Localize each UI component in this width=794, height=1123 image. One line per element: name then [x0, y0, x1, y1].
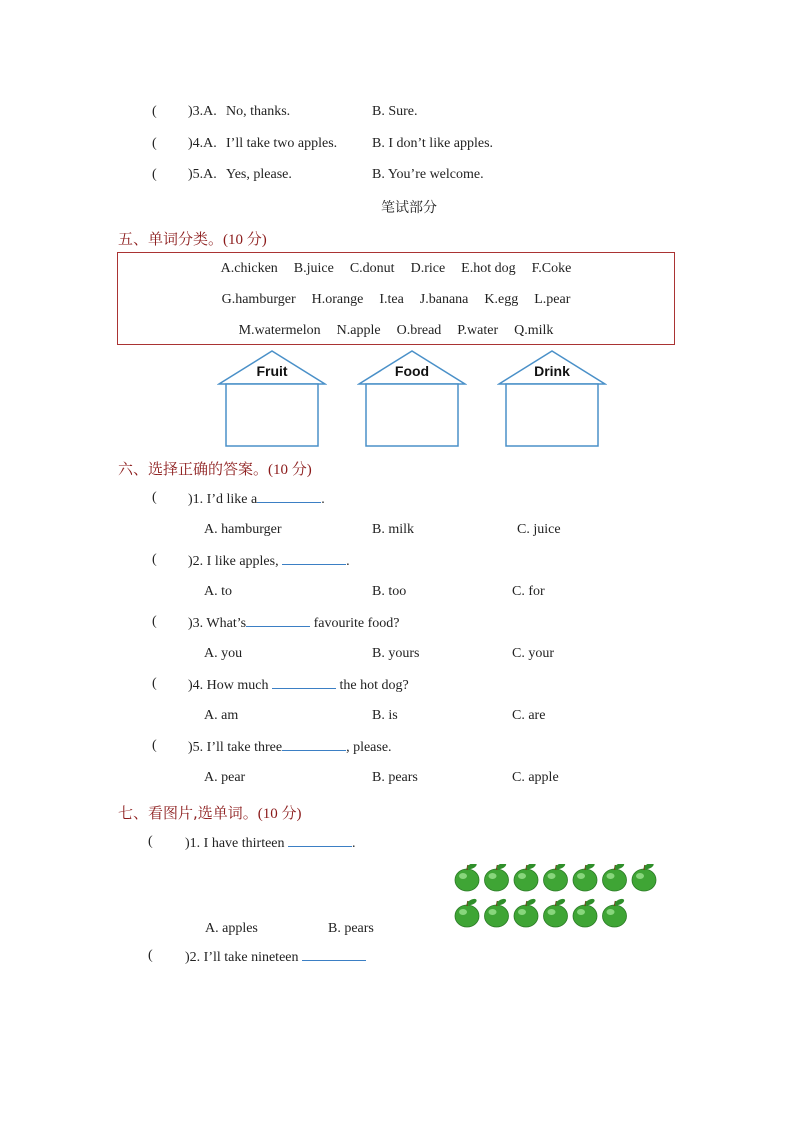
option-a: I’ll take two apples. [226, 136, 338, 151]
paren: ( [148, 948, 153, 963]
word: G.hamburger [221, 292, 296, 307]
item-number: )3.A. [188, 104, 217, 119]
apples-picture [446, 864, 660, 932]
option: B. yours [372, 646, 420, 661]
item-number: )4.A. [188, 136, 217, 151]
word: D.rice [410, 261, 446, 276]
section6-title: 六、选择正确的答案。(10 分) [118, 460, 312, 478]
apple-icon [485, 898, 509, 927]
option: A. am [204, 708, 239, 723]
house-drink [497, 350, 607, 448]
question-6-1: )1. I’d like a . [188, 492, 325, 507]
option: A. pear [204, 770, 246, 785]
section5-title: 五、单词分类。(10 分) [118, 230, 267, 248]
word: E.hot dog [461, 261, 516, 276]
question-6-4: )4. How much the hot dog? [188, 678, 409, 693]
apple-icon [544, 864, 568, 891]
option-b: B. Sure. [372, 104, 418, 119]
answer-blank[interactable] [282, 552, 346, 565]
option: B. pears [328, 921, 374, 936]
word: K.egg [484, 292, 519, 307]
word: F.Coke [531, 261, 572, 276]
house-fruit [217, 350, 327, 448]
written-part-header: 笔试部分 [381, 200, 437, 216]
option: C. for [512, 584, 545, 599]
apple-icon [573, 898, 597, 927]
word-bank-line-2 [118, 292, 674, 308]
apple-icon [573, 864, 597, 891]
paren: ( [152, 676, 157, 691]
option-a: Yes, please. [226, 167, 292, 182]
item-number: )5.A. [188, 167, 217, 182]
word: M.watermelon [238, 323, 321, 338]
paren: ( [152, 614, 157, 629]
answer-blank[interactable] [257, 490, 321, 503]
option: A. hamburger [204, 522, 282, 537]
word: A.chicken [220, 261, 278, 276]
answer-blank[interactable] [288, 834, 352, 847]
word-bank-line-1 [118, 261, 674, 277]
word: B.juice [293, 261, 334, 276]
question-6-5: )5. I’ll take three , please. [188, 740, 392, 755]
house-label: Drink [534, 363, 570, 379]
answer-blank[interactable] [246, 614, 310, 627]
apple-icon [603, 864, 627, 891]
apple-icon [455, 898, 479, 927]
apple-icon [514, 898, 538, 927]
word: N.apple [336, 323, 381, 338]
option: B. is [372, 708, 398, 723]
word-bank-box [117, 252, 675, 345]
paren: ( [152, 490, 157, 505]
house-label: Fruit [256, 363, 288, 379]
answer-blank[interactable] [282, 738, 346, 751]
apple-icon [603, 898, 627, 927]
option: C. juice [517, 522, 561, 537]
option: C. are [512, 708, 546, 723]
answer-blank[interactable] [302, 948, 366, 961]
option-b: B. I don’t like apples. [372, 136, 494, 151]
question-7-2: )2. I’ll take nineteen [185, 948, 366, 966]
option: A. you [204, 646, 243, 661]
word: I.tea [379, 292, 404, 307]
apple-icon [632, 864, 656, 891]
word: Q.milk [514, 323, 554, 338]
paren: ( [152, 167, 157, 182]
option: B. pears [372, 770, 418, 785]
apple-icon [514, 864, 538, 891]
section7-title: 七、看图片,选单词。(10 分) [118, 804, 302, 822]
paren: ( [152, 104, 157, 119]
word: O.bread [396, 323, 442, 338]
paren: ( [152, 136, 157, 151]
apple-icon [485, 864, 509, 891]
apple-icon [455, 864, 479, 891]
paren: ( [152, 738, 157, 753]
option: C. your [512, 646, 554, 661]
house-label: Food [394, 363, 430, 379]
question-7-1: )1. I have thirteen . [185, 836, 356, 851]
paren: ( [152, 552, 157, 567]
option: A. to [204, 584, 232, 599]
word: J.banana [419, 292, 469, 307]
option-a: No, thanks. [226, 104, 291, 119]
apple-icon [544, 898, 568, 927]
option: C. apple [512, 770, 559, 785]
word-bank-line-3 [118, 323, 674, 339]
question-6-2: )2. I like apples, . [188, 554, 350, 569]
option: B. milk [372, 522, 415, 537]
word: C.donut [349, 261, 395, 276]
word: L.pear [534, 292, 571, 307]
option: B. too [372, 584, 407, 599]
answer-blank[interactable] [272, 676, 336, 689]
question-6-3: )3. What’s favourite food? [188, 616, 400, 631]
house-food [357, 350, 467, 448]
option: A. apples [205, 921, 258, 936]
word: P.water [457, 323, 499, 338]
option-b: B. You’re welcome. [372, 167, 484, 182]
word: H.orange [311, 292, 364, 307]
paren: ( [148, 834, 153, 849]
